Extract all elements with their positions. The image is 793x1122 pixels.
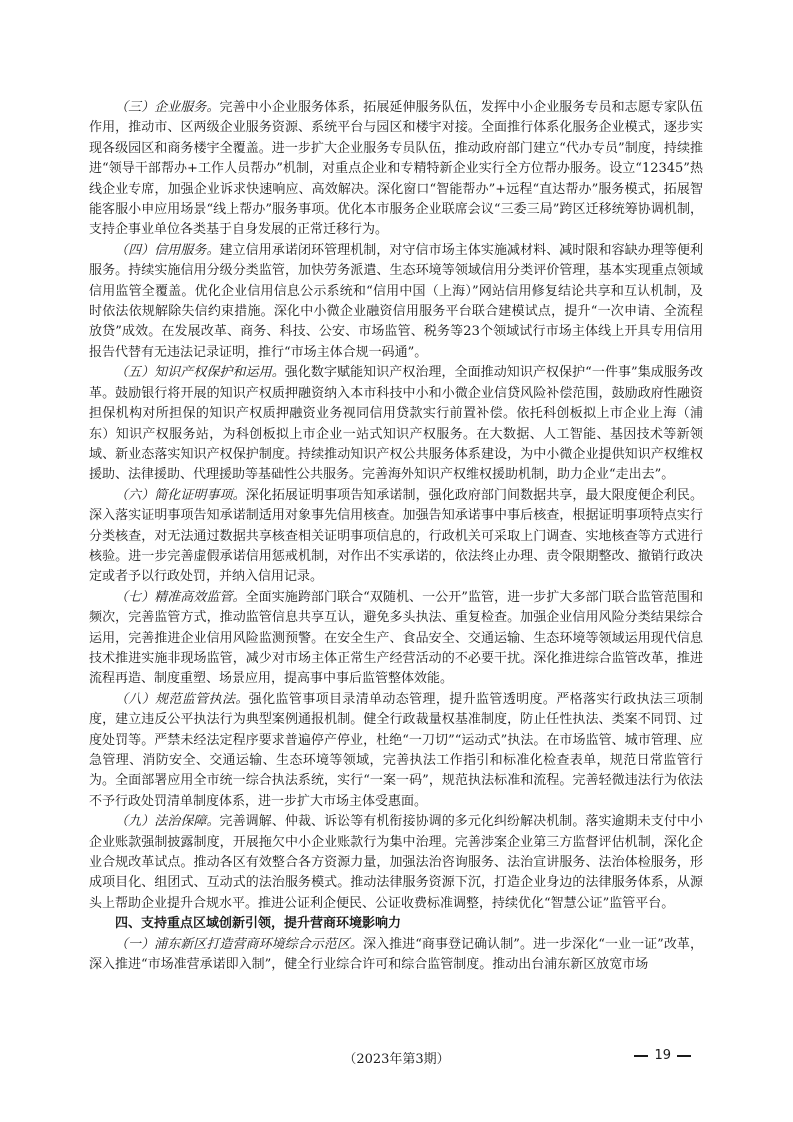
paragraph-label: （六）简化证明事项。 <box>115 487 246 503</box>
paragraph-text: 强化监管事项目录清单动态管理，提升监管透明度。严格落实行政执法三项制度，建立违反公平执法行为典型案例通报机制。健全行政裁量权基准制度，防止任性执法、类案不同罚、过度处罚等。严禁未经法定程序要求普遍停产停业，杜绝“一刀切”“运动式”执法。在市场监管、城市管理、应急管理、消防安全、交通运输、生态环境等领域，完善执法工作指引和标准化检查表单，规范日常监管行为。全面部署应用全市统一综合执法系统，实行“一案一码”，规范执法标准和流程。完善轻微违法行为依法不予行政处罚清单制度体系，进一步扩大市场主体受惠面。 <box>89 691 703 809</box>
paragraph-label: （四）信用服务。 <box>115 242 220 258</box>
paragraph-rule-of-law <box>89 812 703 914</box>
paragraph-simplify-certificates <box>89 486 703 588</box>
right-dash <box>677 1055 691 1057</box>
paragraph-label: （一）浦东新区打造营商环境综合示范区。 <box>115 936 363 952</box>
paragraph-enterprise-service <box>89 98 703 241</box>
paragraph-text: 深入推进“商事登记确认制”。进一步深化“一业一证”改革，深入推进“市场准营承诺即入制”，健全行业综合许可和综合监管制度。推动出台浦东新区放宽市场 <box>89 936 703 973</box>
paragraph-text: 建立信用承诺闭环管理机制，对守信市场主体实施减材料、减时限和容缺办理等便利服务。持续实施信用分级分类监管，加快劳务派遣、生态环境等领域信用分类评价管理，基本实现重点领域信用监管全覆盖。优化企业信用信息公示系统和“信用中国（上海）”网站信用修复结论共享和互认机制，及时依法依规解除失信约束措施。深化中小微企业融资信用服务平台联合建模试点，提升“一次申请、全流程放贷”成效。在发展改革、商务、科技、公安、市场监管、税务等23个领域试行市场主体线上开具专用信用报告代替有无违法记录证明，推行“市场主体合规一码通”。 <box>89 242 703 360</box>
paragraph-label: （七）精准高效监管。 <box>115 589 246 605</box>
page-number-block <box>628 1048 697 1063</box>
page-number: 19 <box>654 1048 671 1063</box>
paragraph-text: 完善调解、仲裁、诉讼等有机衔接协调的多元化纠纷解决机制。落实逾期未支付中小企业账款强制披露制度，开展拖欠中小企业账款行为集中治理。完善涉案企业第三方监督评估机制，深化企业合规改革试点。推动各区有效整合各方资源力量，加强法治咨询服务、法治宣讲服务、法治体检服务，形成项目化、组团式、互动式的法治服务模式。推动法律服务资源下沉，打造企业身边的法律服务体系，从源头上帮助企业提升合规水平。推进公证利企便民、公证收费标准调整，持续优化“智慧公证”监管平台。 <box>89 814 703 911</box>
page-footer <box>0 1048 793 1072</box>
paragraph-precise-supervision <box>89 588 703 690</box>
paragraph-label: （五）知识产权保护和运用。 <box>115 365 285 381</box>
left-dash <box>634 1055 648 1057</box>
paragraph-label: （三）企业服务。 <box>115 100 220 115</box>
body-text <box>89 98 703 975</box>
paragraph-text: 深化拓展证明事项告知承诺制，强化政府部门间数据共享，最大限度便企利民。深入落实证明事项告知承诺制适用对象事先信用核查。加强告知承诺事中事后核查，根据证明事项特点实行分类核查，对无法通过数据共享核查相关证明事项信息的，行政机关可采取上门调查、实地核查等方式进行核验。进一步完善虚假承诺信用惩戒机制，对作出不实承诺的，依法终止办理、责令限期整改、撤销行政决定或者予以行政处罚，并纳入信用记录。 <box>89 487 703 585</box>
issue-label: （2023年第3期） <box>343 1052 450 1067</box>
paragraph-label: （九）法治保障。 <box>115 814 220 830</box>
section-heading: 四、支持重点区域创新引领，提升营商环境影响力 <box>115 916 402 932</box>
paragraph-ip-protection <box>89 363 703 485</box>
paragraph-regulate-enforcement <box>89 690 703 812</box>
paragraph-pudong <box>89 935 703 976</box>
paragraph-label: （八）规范监管执法。 <box>115 691 249 707</box>
paragraph-text: 全面实施跨部门联合“双随机、一公开”监管，进一步扩大多部门联合监管范围和频次，完善监管方式，推动监管信息共享互认，避免多头执法、重复检查。加强企业信用风险分类结果综合运用，完善推进企业信用风险监测预警。在安全生产、食品安全、交通运输、生态环境等领域运用现代信息技术推进实施非现场监管，减少对市场主体正常生产经营活动的不必要干扰。深化推进综合监管改革，推进流程再造、制度重塑、场景应用，提高事中事后监管整体效能。 <box>89 589 703 687</box>
paragraph-text: 完善中小企业服务体系，拓展延伸服务队伍，发挥中小企业服务专员和志愿专家队伍作用，推动市、区两级企业服务资源、系统平台与园区和楼宇对接。全面推行体系化服务企业模式，逐步实现各级园区和商务楼宇全覆盖。进一步扩大企业服务专员队伍，推动政府部门建立“代办专员”制度，持续推进“领导干部帮办+工作人员帮办”机制，对重点企业和专精特新企业实行全方位帮办服务。设立“12345”热线企业专席，加强企业诉求快速响应、高效解决。深化窗口“智能帮办”+远程“直达帮办”服务模式，拓展智能客服小申应用场景“线上帮办”服务事项。优化本市服务企业联席会议“三委三局”跨区迁移统筹协调机制，支持企事业单位各类基于自身发展的正常迁移行为。 <box>89 100 703 238</box>
paragraph-credit-service <box>89 241 703 363</box>
paragraph-text: 强化数字赋能知识产权治理，全面推动知识产权保护“一件事”集成服务改革。鼓励银行将开展的知识产权质押融资纳入本市科技中小和小微企业信贷风险补偿范围，鼓励政府性融资担保机构对所担保的知识产权质押融资业务视同信用贷款实行前置补偿。依托科创板拟上市企业上海（浦东）知识产权服务站，为科创板拟上市企业一站式知识产权服务。在大数据、人工智能、基因技术等新领域、新业态落实知识产权保护制度。持续推动知识产权公共服务体系建设，为中小微企业提供知识产权维权援助、法律援助、代理援助等基础性公共服务。完善海外知识产权维权援助机制，助力企业“走出去”。 <box>89 365 703 483</box>
